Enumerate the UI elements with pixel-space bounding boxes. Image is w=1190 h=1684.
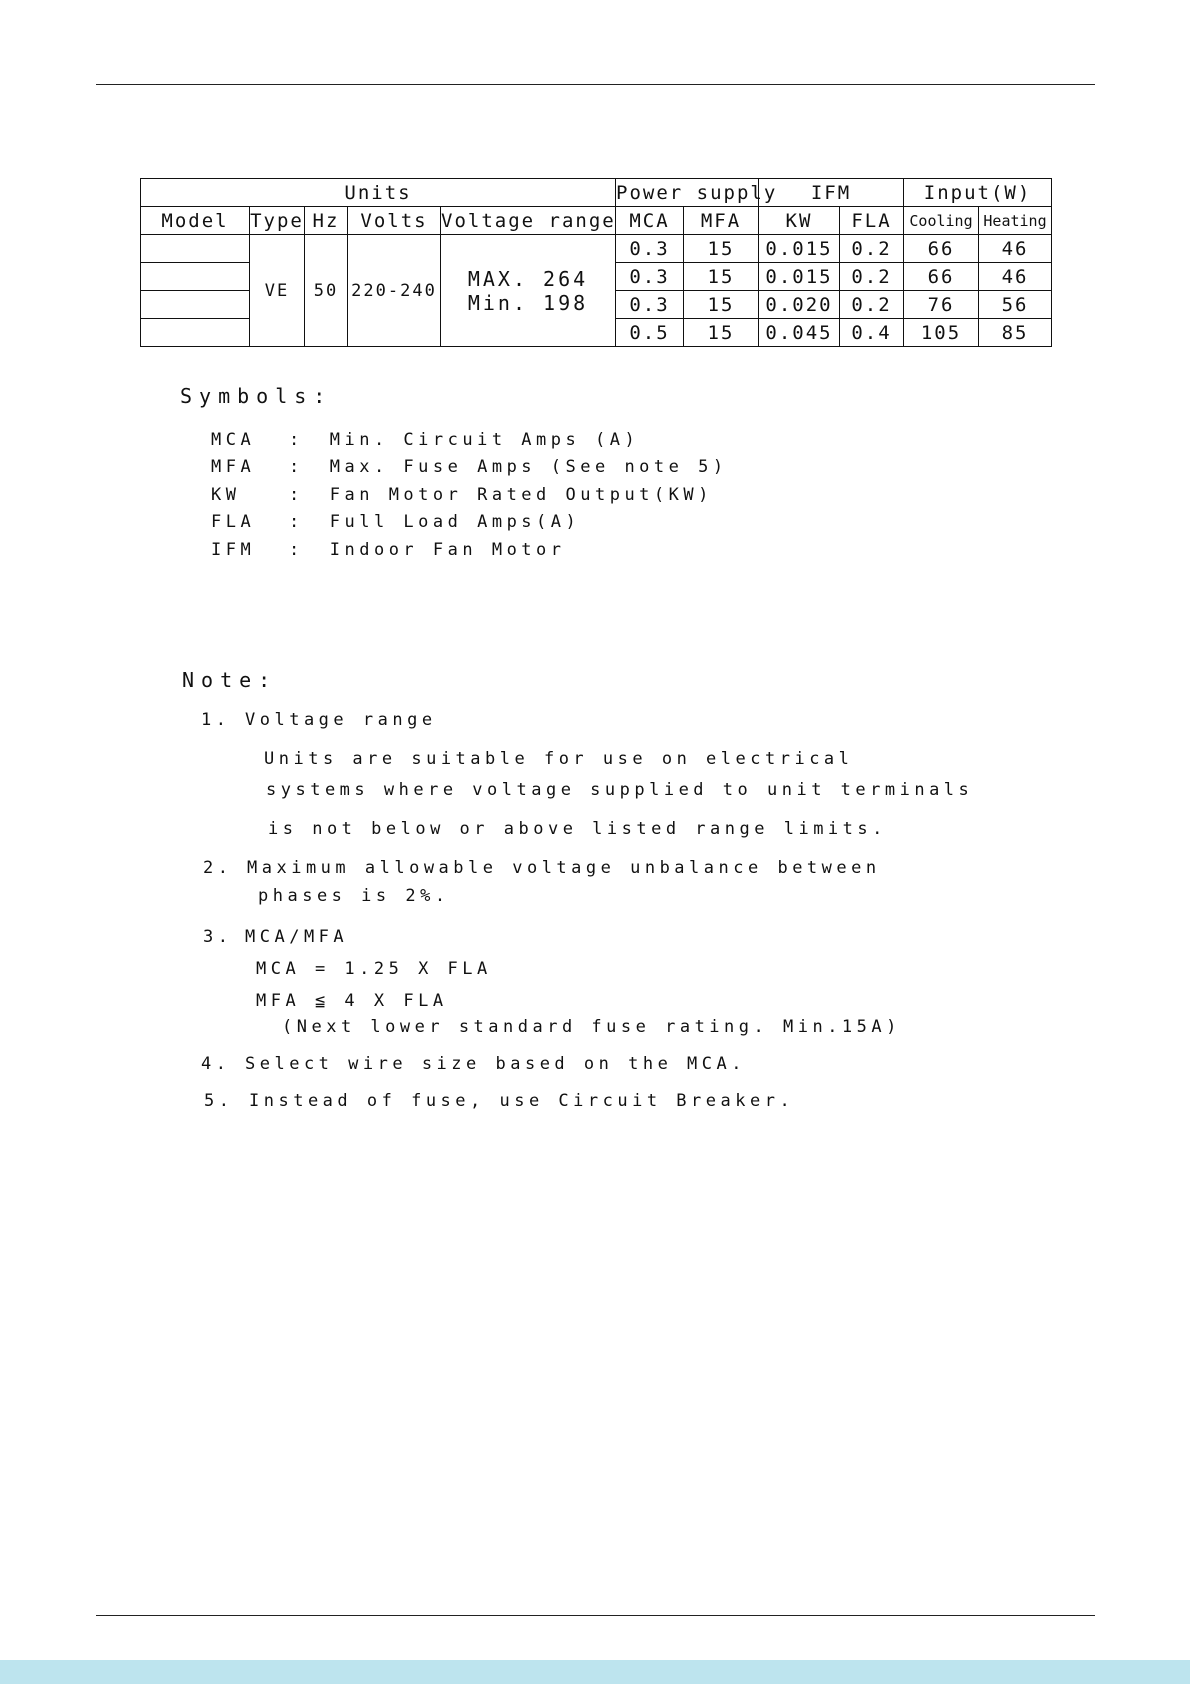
cell-mfa: 15 <box>684 263 759 291</box>
cell-fla: 0.2 <box>840 235 904 263</box>
symbols-heading: Symbols: <box>180 384 333 408</box>
cell-mca: 0.3 <box>616 291 684 319</box>
symbol-item-mfa <box>211 457 728 477</box>
cell-heating: 46 <box>979 263 1052 291</box>
note-3-number: 3. <box>203 927 233 947</box>
symbol-abbr: MFA <box>211 457 256 477</box>
col-heating: Heating <box>979 207 1052 235</box>
symbol-desc: Full Load Amps(A) <box>329 512 581 532</box>
note-1-title: Voltage range <box>245 710 437 730</box>
cell-mfa: 15 <box>684 291 759 319</box>
footer-band <box>0 1660 1190 1684</box>
cell-kw: 0.015 <box>759 263 840 291</box>
symbol-sep: : <box>289 430 304 450</box>
cell-model <box>141 291 250 319</box>
group-units: Units <box>141 179 616 207</box>
note-4-text: Select wire size based on the MCA. <box>245 1054 746 1074</box>
col-kw: KW <box>759 207 840 235</box>
cell-kw: 0.015 <box>759 235 840 263</box>
symbol-sep: : <box>289 485 304 505</box>
cell-cooling: 76 <box>904 291 979 319</box>
symbol-item-fla <box>211 512 580 532</box>
cell-fla: 0.2 <box>840 263 904 291</box>
cell-kw: 0.045 <box>759 319 840 347</box>
note-1-line-2: systems where voltage supplied to unit terminals <box>266 780 974 800</box>
cell-hz: 50 <box>305 235 348 347</box>
cell-mca: 0.5 <box>616 319 684 347</box>
col-voltage-range: Voltage range <box>441 207 616 235</box>
symbol-desc: Fan Motor Rated Output(KW) <box>329 485 713 505</box>
cell-cooling: 105 <box>904 319 979 347</box>
cell-mfa: 15 <box>684 235 759 263</box>
note-2-line-2: phases is 2%. <box>258 886 450 906</box>
cell-model <box>141 319 250 347</box>
note-3-line-2: MFA ≦ 4 X FLA <box>256 991 448 1011</box>
col-model: Model <box>141 207 250 235</box>
symbol-item-mca <box>211 430 639 450</box>
note-2-number: 2. <box>203 858 233 878</box>
note-3-line-3: (Next lower standard fuse rating. Min.15A) <box>282 1017 901 1037</box>
voltage-max: MAX. 264 <box>467 266 589 291</box>
cell-heating: 56 <box>979 291 1052 319</box>
symbol-sep: : <box>289 457 304 477</box>
cell-volts: 220-240 <box>348 235 441 347</box>
group-input: Input(W) <box>904 179 1052 207</box>
voltage-min: Min. 198 <box>467 290 589 315</box>
cell-mfa: 15 <box>684 319 759 347</box>
note-3-title: MCA/MFA <box>245 927 349 947</box>
cell-heating: 46 <box>979 235 1052 263</box>
cell-fla: 0.2 <box>840 291 904 319</box>
group-power-supply: Power supply <box>616 179 759 207</box>
cell-kw: 0.020 <box>759 291 840 319</box>
note-1-number: 1. <box>201 710 231 730</box>
symbol-sep: : <box>289 512 304 532</box>
symbol-abbr: IFM <box>211 540 256 560</box>
note-3-line-1: MCA = 1.25 X FLA <box>256 959 492 979</box>
symbol-desc: Max. Fuse Amps (See note 5) <box>329 457 728 477</box>
symbol-item-kw <box>211 485 713 505</box>
note-5-number: 5. <box>204 1091 234 1111</box>
symbol-item-ifm <box>211 540 566 560</box>
column-header-row <box>141 207 1052 235</box>
cell-cooling: 66 <box>904 263 979 291</box>
symbol-sep: : <box>289 540 304 560</box>
symbol-abbr: KW <box>211 485 241 505</box>
group-ifm: IFM <box>759 179 904 207</box>
col-volts: Volts <box>348 207 441 235</box>
symbol-abbr: FLA <box>211 512 256 532</box>
note-1-line-3: is not below or above listed range limits. <box>268 819 887 839</box>
note-5-text: Instead of fuse, use Circuit Breaker. <box>249 1091 795 1111</box>
col-mfa: MFA <box>684 207 759 235</box>
notes-heading: Note: <box>182 668 278 692</box>
cell-type: VE <box>250 235 305 347</box>
col-type: Type <box>250 207 305 235</box>
note-4-number: 4. <box>201 1054 231 1074</box>
specification-table <box>140 178 1052 347</box>
table-row <box>141 235 1052 263</box>
note-2-line-1: Maximum allowable voltage unbalance between <box>247 858 881 878</box>
symbol-abbr: MCA <box>211 430 256 450</box>
cell-model <box>141 235 250 263</box>
cell-model <box>141 263 250 291</box>
group-header-row <box>141 179 1052 207</box>
symbol-desc: Indoor Fan Motor <box>329 540 566 560</box>
cell-cooling: 66 <box>904 235 979 263</box>
cell-voltage-range <box>441 235 616 347</box>
cell-heating: 85 <box>979 319 1052 347</box>
col-cooling: Cooling <box>904 207 979 235</box>
note-1-line-1: Units are suitable for use on electrical <box>264 749 854 769</box>
col-hz: Hz <box>305 207 348 235</box>
cell-mca: 0.3 <box>616 235 684 263</box>
cell-mca: 0.3 <box>616 263 684 291</box>
col-fla: FLA <box>840 207 904 235</box>
footer-rule <box>96 1615 1095 1616</box>
symbol-desc: Min. Circuit Amps (A) <box>329 430 640 450</box>
cell-fla: 0.4 <box>840 319 904 347</box>
header-rule <box>96 84 1095 85</box>
col-mca: MCA <box>616 207 684 235</box>
